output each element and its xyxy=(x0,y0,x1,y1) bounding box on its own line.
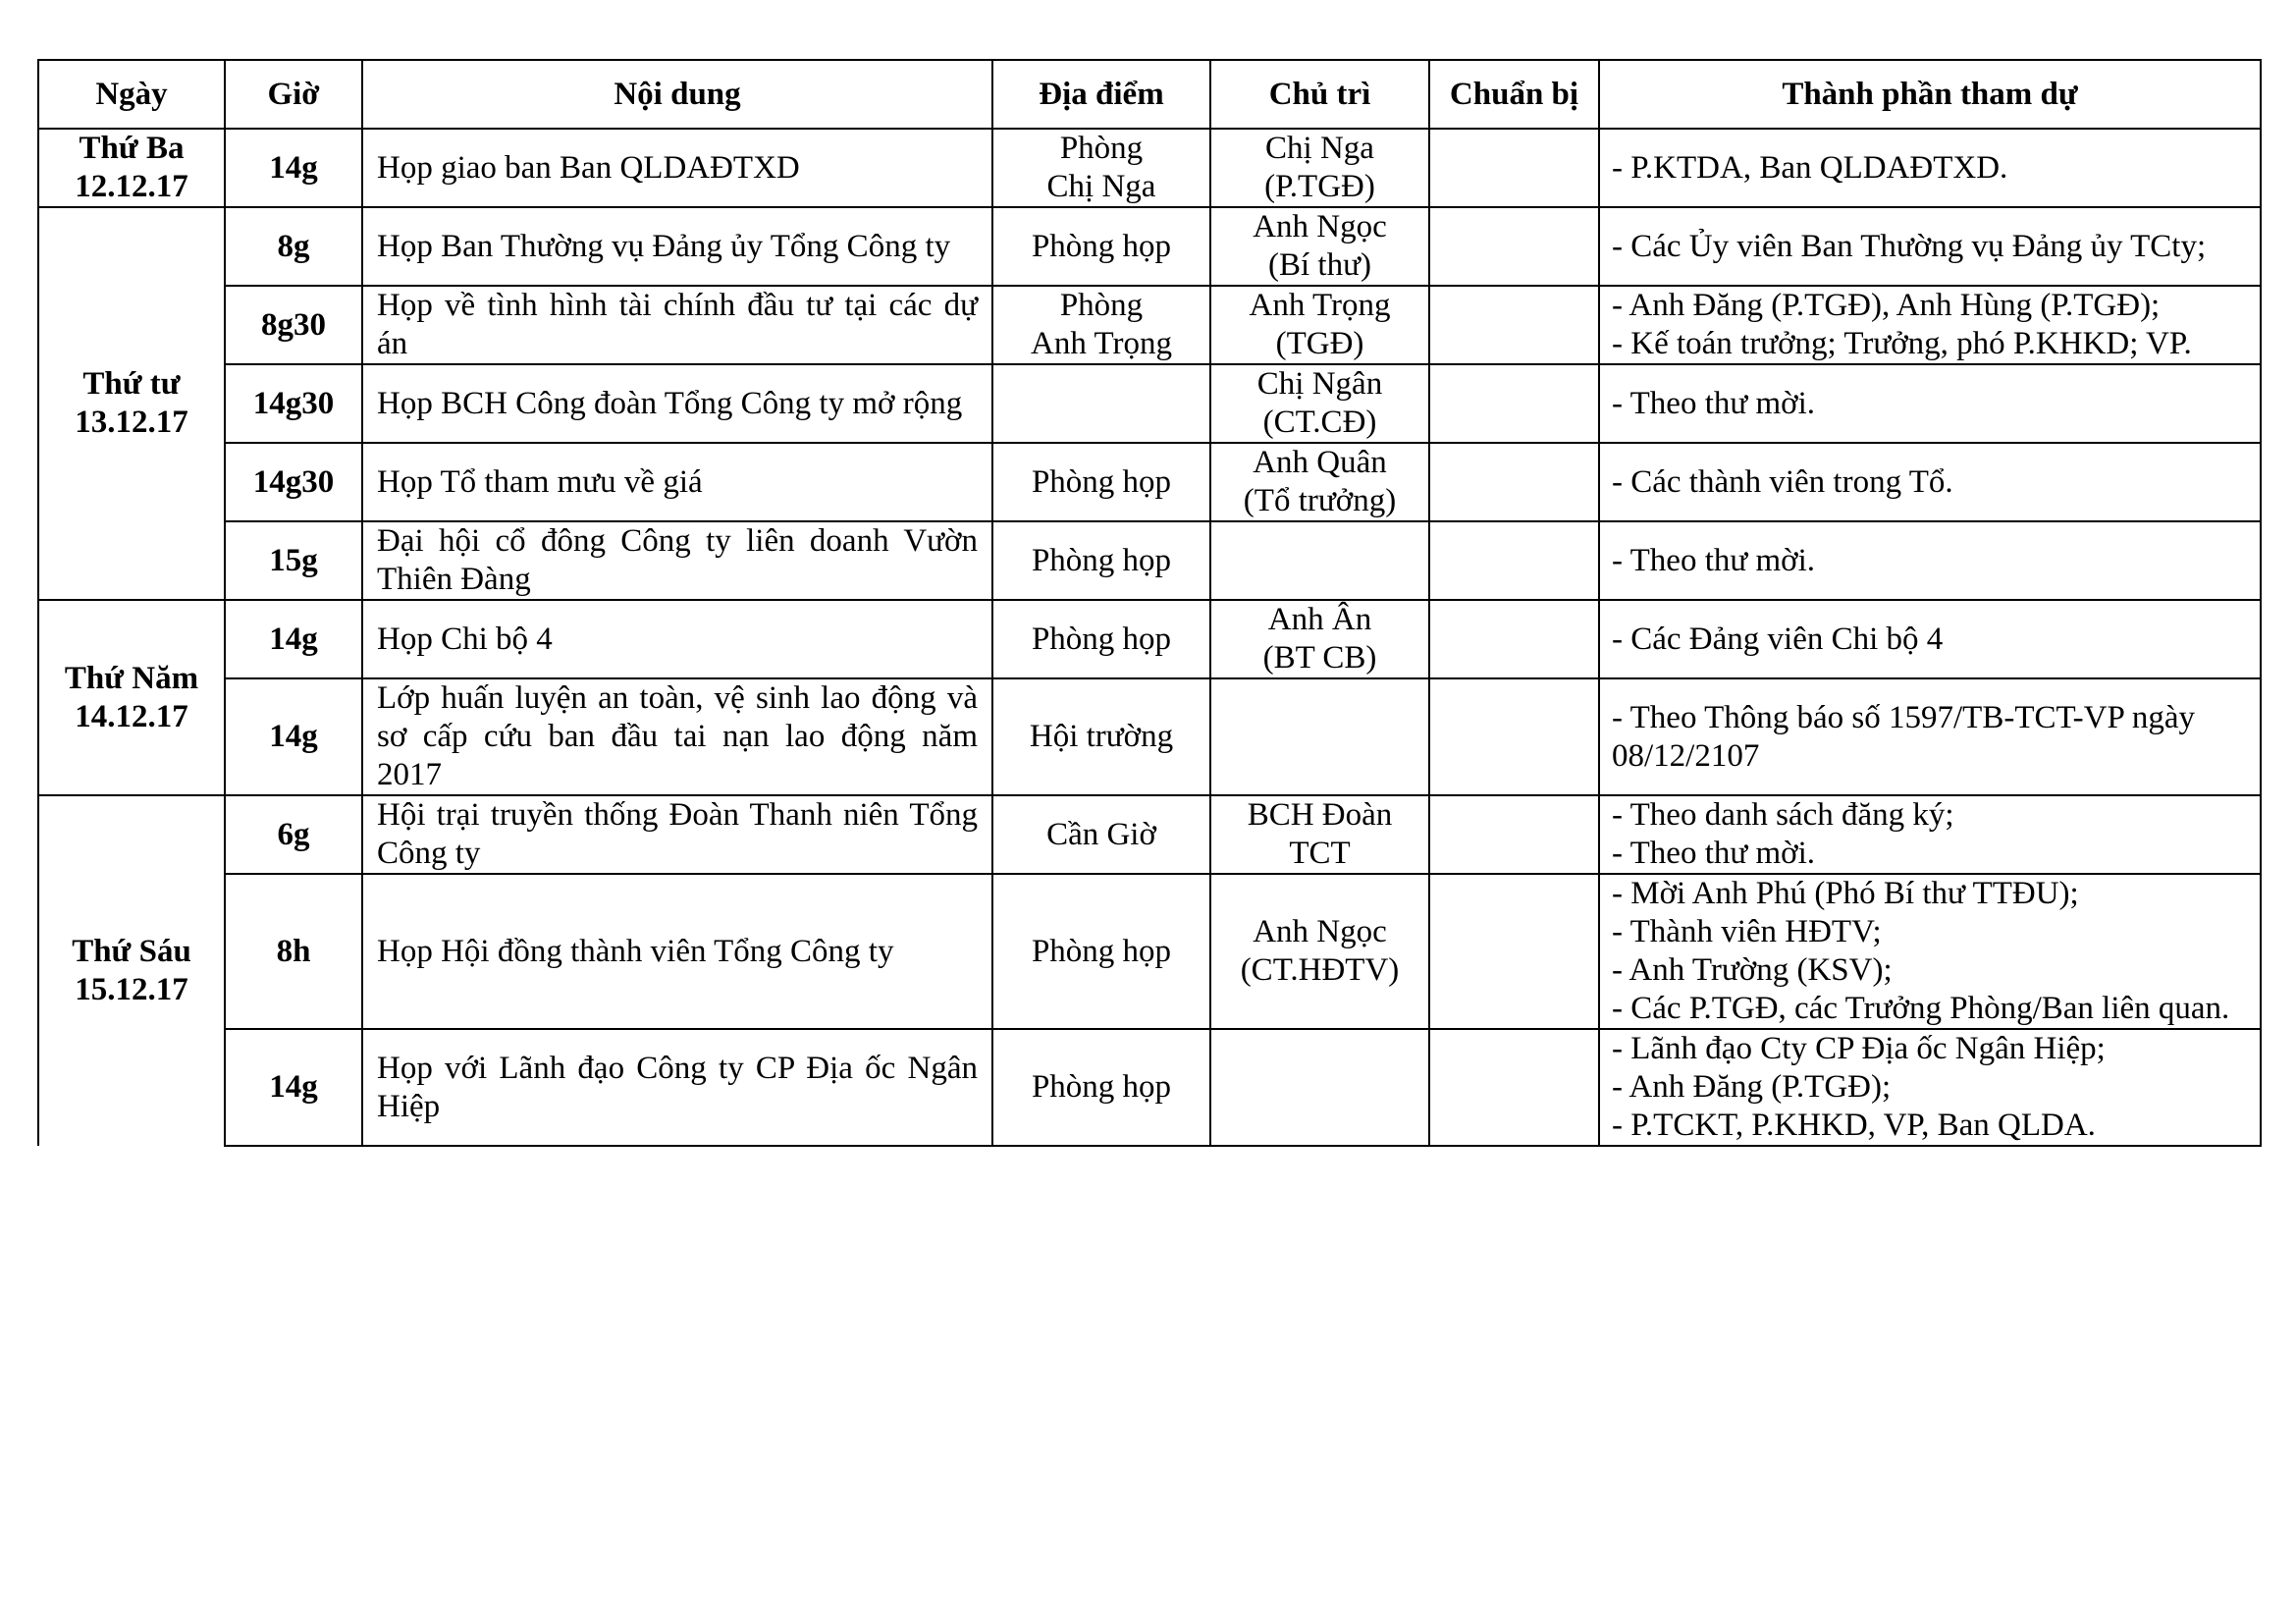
prep-cell xyxy=(1429,364,1599,443)
content-cell: Lớp huấn luyện an toàn, vệ sinh lao động và sơ cấp cứu ban đầu tai nạn lao động năm 2017 xyxy=(362,678,992,795)
table-row xyxy=(38,874,2261,1029)
table-row xyxy=(38,795,2261,874)
attendee-line: - Các Đảng viên Chi bộ 4 xyxy=(1612,621,1944,657)
host-cell xyxy=(1210,521,1429,600)
host-cell xyxy=(1210,286,1429,364)
time-cell: 6g xyxy=(225,795,362,874)
header-time: Giờ xyxy=(225,60,362,129)
attendee-line: - Anh Đăng (P.TGĐ), Anh Hùng (P.TGĐ); xyxy=(1612,288,2161,323)
venue-cell xyxy=(992,129,1210,207)
host-cell xyxy=(1210,207,1429,286)
attendee-line: - Thành viên HĐTV; xyxy=(1612,914,1882,949)
prep-cell xyxy=(1429,600,1599,678)
time-cell: 8g xyxy=(225,207,362,286)
header-host: Chủ trì xyxy=(1210,60,1429,129)
venue-line: Phòng họp xyxy=(1031,933,1172,969)
day-date: 15.12.17 xyxy=(75,972,188,1007)
host-line: Chị Ngân xyxy=(1256,366,1383,402)
header-venue: Địa điểm xyxy=(992,60,1210,129)
attendee-line: - P.TCKT, P.KHKD, VP, Ban QLDA. xyxy=(1612,1108,2096,1143)
attendee-line: - Theo thư mời. xyxy=(1612,836,1816,871)
content-cell: Đại hội cổ đông Công ty liên doanh Vườn Thiên Đàng xyxy=(362,521,992,600)
venue-line: Chị Nga xyxy=(1046,169,1156,204)
day-cell xyxy=(38,795,225,1146)
host-cell xyxy=(1210,795,1429,874)
prep-cell xyxy=(1429,521,1599,600)
content-cell: Họp BCH Công đoàn Tổng Công ty mở rộng xyxy=(362,364,992,443)
content-cell: Hội trại truyền thống Đoàn Thanh niên Tổng Công ty xyxy=(362,795,992,874)
venue-line: Phòng họp xyxy=(1031,228,1172,264)
host-line: BCH Đoàn xyxy=(1247,797,1393,833)
time-cell: 15g xyxy=(225,521,362,600)
prep-cell xyxy=(1429,129,1599,207)
time-cell: 14g30 xyxy=(225,443,362,521)
attendee-line: - Theo thư mời. xyxy=(1612,385,1816,421)
attendee-line: - Các Ủy viên Ban Thường vụ Đảng ủy TCty; xyxy=(1612,228,2207,264)
host-line: Anh Ngọc xyxy=(1253,209,1387,244)
content-cell: Họp với Lãnh đạo Công ty CP Địa ốc Ngân Hiệp xyxy=(362,1029,992,1146)
attendee-line: - Các P.TGĐ, các Trưởng Phòng/Ban liên quan. xyxy=(1612,991,2230,1026)
table-row xyxy=(38,129,2261,207)
host-line: (P.TGĐ) xyxy=(1264,169,1375,204)
prep-cell xyxy=(1429,286,1599,364)
prep-cell xyxy=(1429,207,1599,286)
host-line: (TGĐ) xyxy=(1275,326,1364,361)
table-row xyxy=(38,286,2261,364)
attendees-cell xyxy=(1599,795,2261,874)
time-cell: 8g30 xyxy=(225,286,362,364)
venue-cell xyxy=(992,600,1210,678)
venue-cell xyxy=(992,1029,1210,1146)
attendee-line: - Các thành viên trong Tổ. xyxy=(1612,463,1953,500)
day-name: Thứ tư xyxy=(82,366,181,402)
venue-line: Phòng họp xyxy=(1031,1069,1172,1105)
content-cell: Họp Tổ tham mưu về giá xyxy=(362,443,992,521)
host-line: TCT xyxy=(1289,836,1351,871)
prep-cell xyxy=(1429,874,1599,1029)
schedule-body xyxy=(38,129,2261,1146)
header-attendees: Thành phần tham dự xyxy=(1599,60,2261,129)
header-content: Nội dung xyxy=(362,60,992,129)
header-row xyxy=(38,60,2261,129)
host-cell xyxy=(1210,600,1429,678)
host-cell xyxy=(1210,1029,1429,1146)
venue-line: Phòng xyxy=(1059,288,1144,323)
attendee-line: - Mời Anh Phú (Phó Bí thư TTĐU); xyxy=(1612,876,2079,911)
day-date: 12.12.17 xyxy=(75,169,188,204)
content-cell: Họp Chi bộ 4 xyxy=(362,600,992,678)
header-day: Ngày xyxy=(38,60,225,129)
prep-cell xyxy=(1429,678,1599,795)
host-line: Anh Ân xyxy=(1267,602,1372,637)
schedule-table xyxy=(37,59,2262,1147)
venue-cell xyxy=(992,678,1210,795)
host-cell xyxy=(1210,364,1429,443)
day-name: Thứ Năm xyxy=(64,660,199,696)
attendees-cell xyxy=(1599,600,2261,678)
host-cell xyxy=(1210,678,1429,795)
time-cell: 14g xyxy=(225,600,362,678)
host-line: Chị Nga xyxy=(1265,131,1374,166)
day-cell xyxy=(38,207,225,600)
venue-line: Phòng họp xyxy=(1031,542,1172,578)
table-row xyxy=(38,600,2261,678)
attendees-cell xyxy=(1599,443,2261,521)
day-name: Thứ Ba xyxy=(79,131,185,166)
table-row xyxy=(38,207,2261,286)
host-cell xyxy=(1210,874,1429,1029)
table-row xyxy=(38,1029,2261,1146)
host-line: (Tổ trưởng) xyxy=(1243,483,1397,518)
attendee-line: - Theo thư mời. xyxy=(1612,542,1816,578)
day-date: 14.12.17 xyxy=(75,698,188,734)
venue-cell xyxy=(992,521,1210,600)
attendee-line: - Lãnh đạo Cty CP Địa ốc Ngân Hiệp; xyxy=(1612,1031,2106,1066)
attendees-cell xyxy=(1599,1029,2261,1146)
day-date: 13.12.17 xyxy=(75,405,188,440)
venue-cell xyxy=(992,795,1210,874)
attendee-line: - Kế toán trưởng; Trưởng, phó P.KHKD; VP. xyxy=(1612,326,2192,361)
time-cell: 14g30 xyxy=(225,364,362,443)
host-line: (Bí thư) xyxy=(1268,247,1371,283)
content-cell: Họp Ban Thường vụ Đảng ủy Tổng Công ty xyxy=(362,207,992,286)
attendees-cell xyxy=(1599,678,2261,795)
venue-line: Hội trường xyxy=(1029,719,1174,754)
attendees-cell xyxy=(1599,129,2261,207)
attendees-cell xyxy=(1599,521,2261,600)
attendee-line: - Anh Trường (KSV); xyxy=(1612,952,1893,988)
day-name: Thứ Sáu xyxy=(72,934,191,969)
prep-cell xyxy=(1429,443,1599,521)
host-line: Anh Ngọc xyxy=(1253,914,1387,949)
prep-cell xyxy=(1429,795,1599,874)
time-cell: 14g xyxy=(225,129,362,207)
day-cell xyxy=(38,129,225,207)
venue-cell xyxy=(992,364,1210,443)
host-line: (BT CB) xyxy=(1262,640,1377,676)
table-row xyxy=(38,364,2261,443)
attendees-cell xyxy=(1599,207,2261,286)
attendees-cell xyxy=(1599,874,2261,1029)
header-prep: Chuẩn bị xyxy=(1429,60,1599,129)
host-line: Anh Quân xyxy=(1253,445,1387,480)
venue-line: Cần Giờ xyxy=(1046,816,1156,852)
host-cell xyxy=(1210,129,1429,207)
table-row xyxy=(38,521,2261,600)
attendee-line: - P.KTDA, Ban QLDAĐTXD. xyxy=(1612,149,2008,186)
host-line: (CT.CĐ) xyxy=(1262,405,1377,440)
venue-line: Phòng họp xyxy=(1031,621,1172,657)
attendee-line: - Theo Thông báo số 1597/TB-TCT-VP ngày 08/12/2107 xyxy=(1612,699,2195,774)
table-row xyxy=(38,443,2261,521)
attendees-cell xyxy=(1599,286,2261,364)
venue-cell xyxy=(992,874,1210,1029)
venue-cell xyxy=(992,286,1210,364)
content-cell: Họp giao ban Ban QLDAĐTXD xyxy=(362,129,992,207)
content-cell: Họp Hội đồng thành viên Tổng Công ty xyxy=(362,874,992,1029)
day-cell xyxy=(38,600,225,795)
host-line: (CT.HĐTV) xyxy=(1240,952,1400,988)
attendee-line: - Anh Đăng (P.TGĐ); xyxy=(1612,1069,1892,1105)
prep-cell xyxy=(1429,1029,1599,1146)
host-line: Anh Trọng xyxy=(1249,288,1391,323)
time-cell: 8h xyxy=(225,874,362,1029)
time-cell: 14g xyxy=(225,1029,362,1146)
venue-cell xyxy=(992,207,1210,286)
venue-line: Anh Trọng xyxy=(1031,326,1172,361)
table-row xyxy=(38,678,2261,795)
attendees-cell xyxy=(1599,364,2261,443)
content-cell: Họp về tình hình tài chính đầu tư tại các dự án xyxy=(362,286,992,364)
venue-cell xyxy=(992,443,1210,521)
venue-line: Phòng họp xyxy=(1031,463,1172,500)
attendee-line: - Theo danh sách đăng ký; xyxy=(1612,797,1954,833)
time-cell: 14g xyxy=(225,678,362,795)
venue-line: Phòng xyxy=(1059,131,1144,166)
host-cell xyxy=(1210,443,1429,521)
